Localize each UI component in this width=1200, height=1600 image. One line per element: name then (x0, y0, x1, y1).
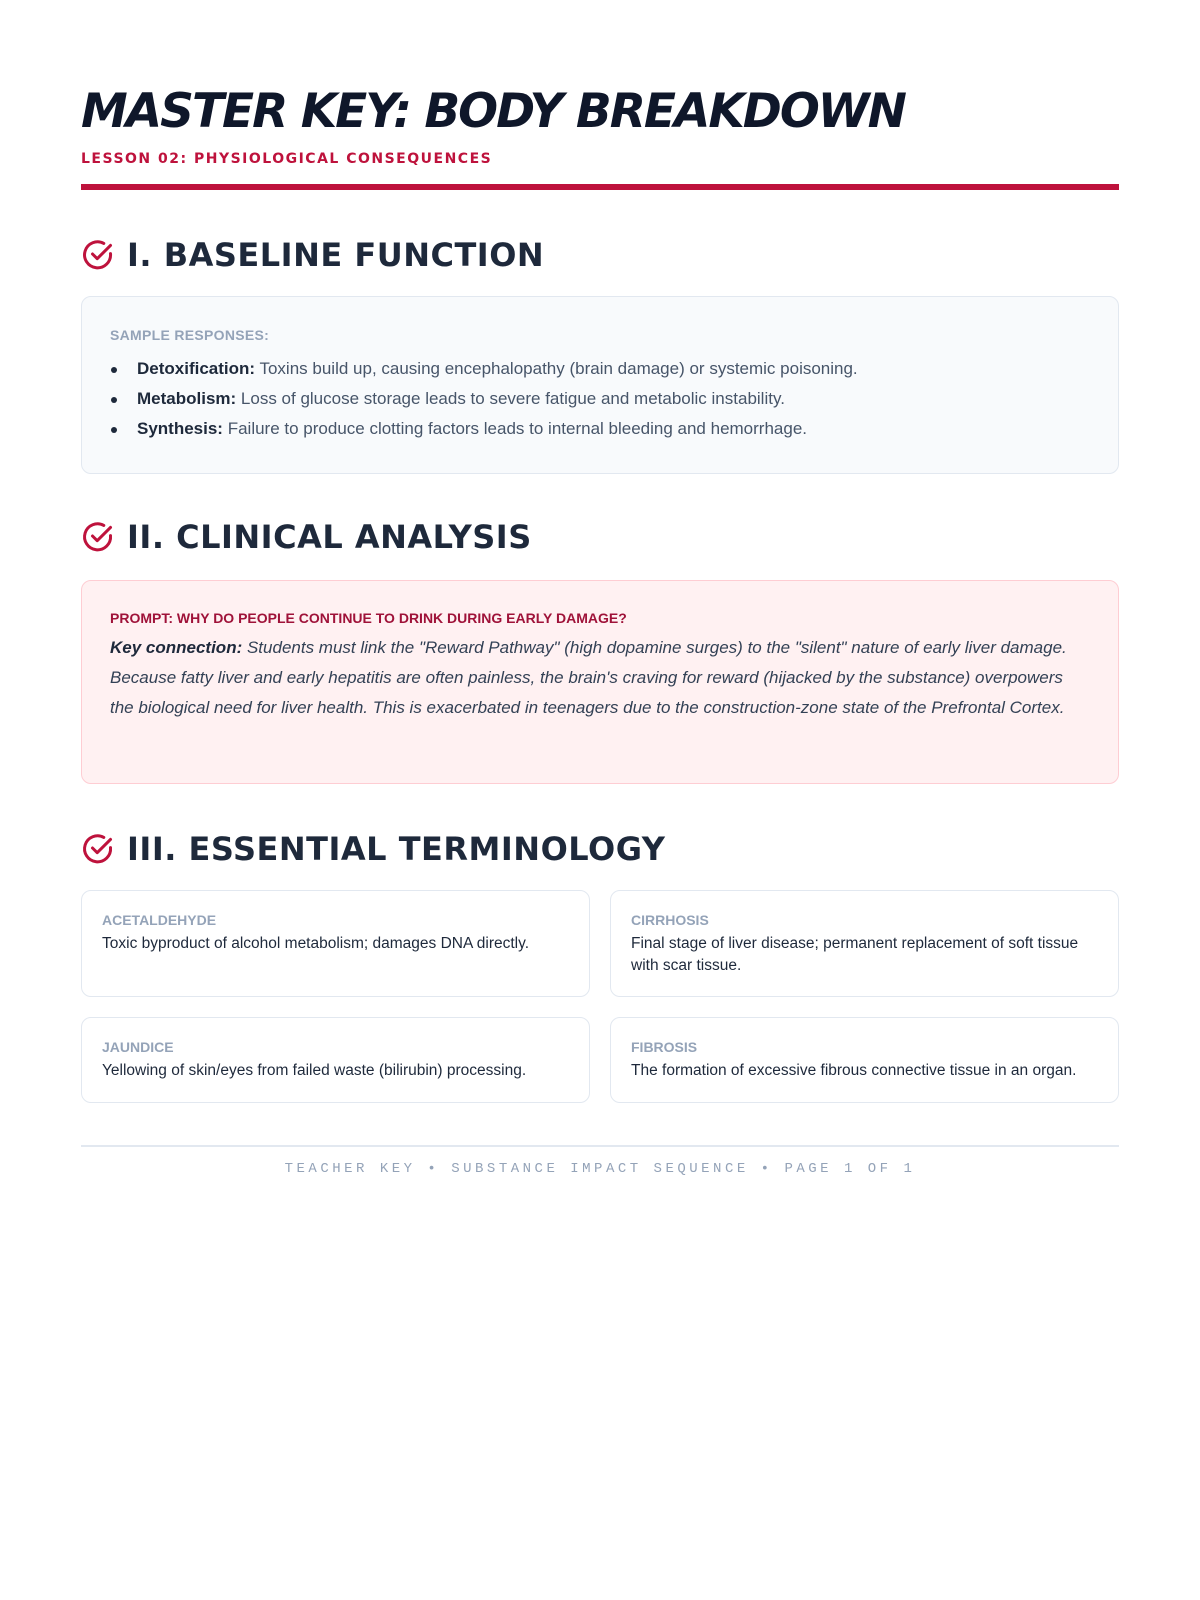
list-item (110, 414, 1090, 444)
term-name: JAUNDICE (102, 1039, 174, 1055)
response-term: Synthesis: (137, 419, 223, 438)
list-item (110, 354, 1090, 384)
term-card-fibrosis (610, 1017, 1119, 1103)
section-heading (81, 232, 1119, 278)
section-title: I. BASELINE FUNCTION (127, 236, 545, 274)
term-card-acetaldehyde (81, 890, 590, 997)
clinical-prompt-box (81, 580, 1119, 784)
response-term: Detoxification: (137, 359, 256, 378)
term-card-jaundice (81, 1017, 590, 1103)
page-subtitle: LESSON 02: PHYSIOLOGICAL CONSEQUENCES (81, 151, 493, 167)
sample-responses-box (81, 296, 1119, 474)
response-term: Metabolism: (137, 389, 237, 408)
analysis-text (110, 633, 1090, 723)
section-heading (81, 826, 1119, 872)
section-essential-terminology (81, 826, 1119, 1103)
key-connection-label: Key connection: (110, 638, 243, 657)
term-definition: Yellowing of skin/eyes from failed waste (bilirubin) processing. (102, 1062, 527, 1079)
check-circle-icon (81, 832, 115, 866)
term-name: CIRRHOSIS (631, 912, 709, 928)
response-list (110, 354, 1090, 444)
term-name: FIBROSIS (631, 1039, 698, 1055)
check-circle-icon (81, 520, 115, 554)
section-heading (81, 514, 1119, 560)
sample-responses-label: SAMPLE RESPONSES: (110, 327, 270, 343)
terminology-grid (81, 890, 1119, 1103)
term-definition: Toxic byproduct of alcohol metabolism; damages DNA directly. (102, 935, 530, 952)
section-title: III. ESSENTIAL TERMINOLOGY (127, 830, 666, 868)
footer-text: TEACHER KEY • SUBSTANCE IMPACT SEQUENCE • PAGE 1 OF 1 (284, 1160, 916, 1177)
check-circle-icon (81, 238, 115, 272)
response-text: Loss of glucose storage leads to severe fatigue and metabolic instability. (236, 389, 785, 408)
header (81, 0, 1119, 190)
page-title: MASTER KEY: BODY BREAKDOWN (81, 84, 905, 139)
term-name: ACETALDEHYDE (102, 912, 217, 928)
header-divider (81, 184, 1119, 190)
term-definition: The formation of excessive fibrous connective tissue in an organ. (631, 1062, 1077, 1079)
section-title: II. CLINICAL ANALYSIS (127, 518, 532, 556)
section-clinical-analysis (81, 514, 1119, 784)
prompt-label: PROMPT: WHY DO PEOPLE CONTINUE TO DRINK DURING EARLY DAMAGE? (110, 610, 627, 626)
term-definition: Final stage of liver disease; permanent replacement of soft tissue with scar tissue. (631, 935, 1079, 974)
section-baseline-function (81, 232, 1119, 474)
response-text: Failure to produce clotting factors leads to internal bleeding and hemorrhage. (222, 419, 808, 438)
response-text: Toxins build up, causing encephalopathy (brain damage) or systemic poisoning. (255, 359, 858, 378)
footer-divider (81, 1145, 1119, 1147)
analysis-body: Students must link the "Reward Pathway" (high dopamine surges) to the "silent" nature of early liver damage. Because fatty liver and early hepatitis are often painless, the brain's craving for reward (hijacked by the substance) overpowers the biological need for liver health. This is exacerbated in teenagers due to the construction-zone state of the Prefrontal Cortex. (110, 638, 1067, 717)
term-card-cirrhosis (610, 890, 1119, 997)
list-item (110, 384, 1090, 414)
